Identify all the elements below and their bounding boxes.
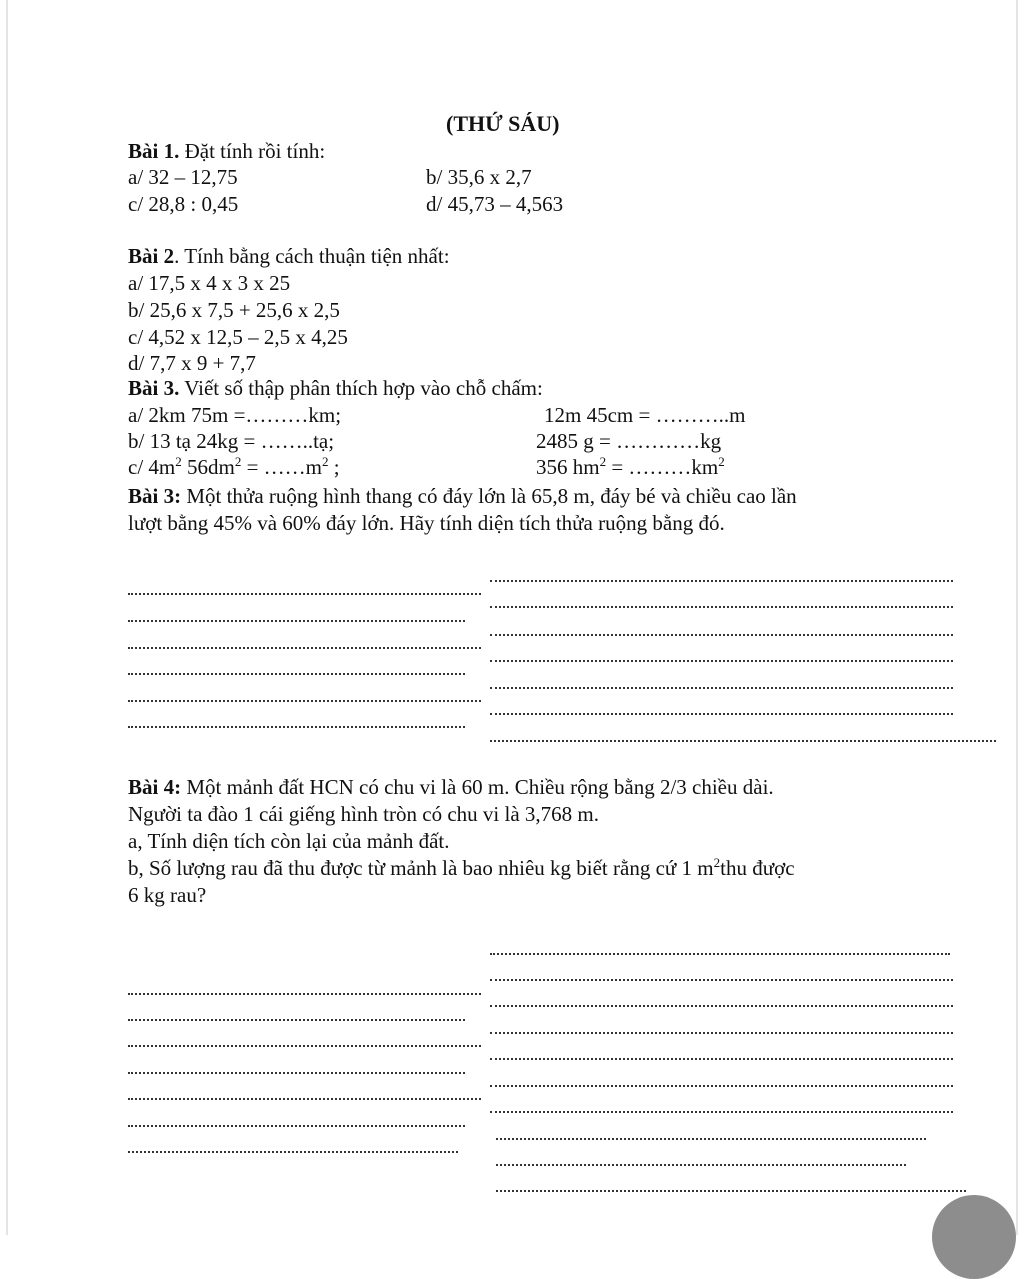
answer-line-right[interactable] [490,1032,953,1034]
page-edge-left [6,0,8,1235]
answer-line-right[interactable] [490,687,953,689]
bai4-heading: Bài 4: [128,775,182,799]
bai4-text4a: b, Số lượng rau đã thu được từ mảnh là bao nhiêu kg biết rằng cứ 1 m [128,856,714,880]
bai3-c-left-part2: 56dm [181,455,235,479]
bai4-text4b: thu được [720,856,795,880]
bai3-c-left [128,455,340,479]
answer-line-right[interactable] [490,634,953,636]
bai4-line5: 6 kg rau? [128,883,207,907]
bai3b-text1: Một thửa ruộng hình thang có đáy lớn là 65,8 m, đáy bé và chiều cao lần [181,484,797,508]
bai3-header [128,376,543,400]
page-edge-right [1016,0,1018,1235]
bai3b-heading: Bài 3: [128,484,182,508]
bai2-item-c: c/ 4,52 x 12,5 – 2,5 x 4,25 [128,325,348,349]
answer-line-left[interactable] [128,700,481,702]
bai3-c-left-part4: ; [328,455,340,479]
bai3-c-left-part1: c/ 4m [128,455,176,479]
superscript-2: 2 [175,454,182,469]
answer-line-left[interactable] [128,1045,481,1047]
superscript-2: 2 [718,454,725,469]
bai3-heading: Bài 3. [128,376,180,400]
bai2-heading: Bài 2 [128,244,175,268]
bai4-line1 [128,775,774,799]
answer-line-left[interactable] [128,1151,458,1153]
bai1-header [128,139,325,163]
superscript-2: 2 [234,454,242,469]
bai3-a-left: a/ 2km 75m =………km; [128,403,342,427]
answer-line-right[interactable] [490,953,950,955]
answer-line-left[interactable] [128,993,481,995]
bai2-item-a: a/ 17,5 x 4 x 3 x 25 [128,271,291,295]
page-title: (THỨ SÁU) [446,111,560,136]
answer-line-right[interactable] [496,1138,926,1140]
superscript-2: 2 [713,855,721,870]
answer-line-left[interactable] [128,1019,465,1021]
answer-line-left[interactable] [128,593,481,595]
bai4-text1: Một mảnh đất HCN có chu vi là 60 m. Chiều rộng bằng 2/3 chiều dài. [181,775,774,799]
bai1-a: a/ 32 – 12,75 [128,165,238,189]
bai1-d: d/ 45,73 – 4,563 [426,192,564,216]
bai1-c: c/ 28,8 : 0,45 [128,192,239,216]
answer-line-left[interactable] [128,1072,465,1074]
answer-line-right[interactable] [490,660,953,662]
bai2-prompt: . Tính bằng cách thuận tiện nhất: [174,244,450,268]
bai2-header [128,244,450,268]
bai3b-line2: lượt bằng 45% và 60% đáy lớn. Hãy tính diện tích thửa ruộng bằng đó. [128,511,725,535]
answer-line-left[interactable] [128,1125,465,1127]
bai4-line4 [128,856,795,880]
answer-line-right[interactable] [490,713,953,715]
answer-line-left[interactable] [128,620,465,622]
bai3-c-right-part2: = ………km [606,455,719,479]
bai3b-line1 [128,484,797,508]
answer-line-right[interactable] [490,979,953,981]
bai4-line3: a, Tính diện tích còn lại của mảnh đất. [128,829,450,853]
bai1-b: b/ 35,6 x 2,7 [426,165,532,189]
answer-line-left[interactable] [128,647,481,649]
floating-action-circle[interactable] [932,1195,1016,1279]
answer-line-right[interactable] [490,606,953,608]
bai3-b-left: b/ 13 tạ 24kg = ……..tạ; [128,429,335,453]
answer-line-right[interactable] [490,1085,953,1087]
bai1-prompt: Đặt tính rồi tính: [179,139,326,163]
bai2-item-d: d/ 7,7 x 9 + 7,7 [128,351,256,375]
answer-line-right[interactable] [490,1005,953,1007]
answer-line-left[interactable] [128,1098,481,1100]
answer-line-left[interactable] [128,673,465,675]
superscript-2: 2 [599,454,607,469]
answer-line-right[interactable] [496,1164,906,1166]
answer-line-right[interactable] [490,1058,953,1060]
bai3-c-right-part1: 356 hm [536,455,600,479]
answer-line-left[interactable] [128,726,465,728]
superscript-2: 2 [322,454,329,469]
bai3-c-left-part3: = ……m [241,455,323,479]
answer-line-right[interactable] [490,1111,953,1113]
answer-line-right[interactable] [490,580,953,582]
bai4-line2: Người ta đào 1 cái giếng hình tròn có chu vi là 3,768 m. [128,802,599,826]
bai3-b-right: 2485 g = …………kg [536,429,722,453]
answer-line-right[interactable] [490,740,996,742]
answer-line-right[interactable] [496,1190,966,1192]
bai1-heading: Bài 1. [128,139,180,163]
bai2-item-b: b/ 25,6 x 7,5 + 25,6 x 2,5 [128,298,340,322]
bai3-c-right [536,455,725,479]
bai3-a-right: 12m 45cm = ………..m [544,403,746,427]
bai3-prompt: Viết số thập phân thích hợp vào chỗ chấm: [179,376,543,400]
